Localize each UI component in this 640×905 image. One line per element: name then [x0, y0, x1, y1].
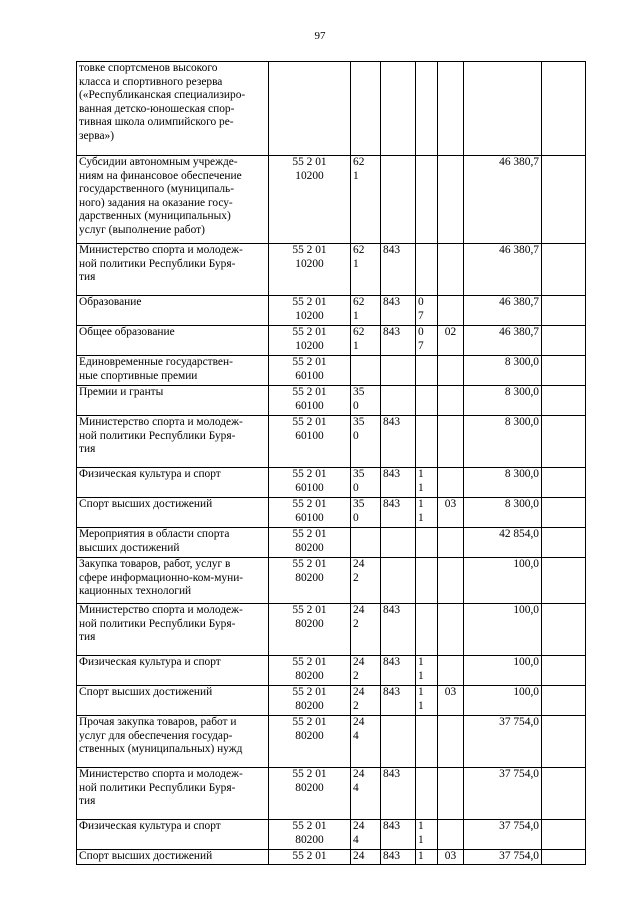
table-row [77, 62, 586, 156]
cell-amount-text: 37 754,0 [499, 768, 539, 780]
cell-target-code [269, 604, 351, 656]
cell-admin-code [381, 356, 416, 386]
cell-target-code-text: 55 2 01 80200 [292, 820, 327, 846]
cell-target-code [269, 850, 351, 865]
cell-admin-code-text: 843 [383, 326, 401, 338]
cell-admin-code [381, 528, 416, 558]
cell-admin-code [381, 604, 416, 656]
cell-section [416, 416, 438, 468]
cell-target-code-text: 55 2 01 60100 [292, 386, 327, 412]
cell-amount-text: 8 300,0 [504, 468, 539, 480]
cell-section-text: 1 [418, 850, 424, 862]
table-row [77, 558, 586, 604]
cell-section [416, 850, 438, 865]
cell-name-text: Образование [79, 296, 142, 308]
cell-section [416, 62, 438, 156]
cell-target-code [269, 386, 351, 416]
table-row [77, 326, 586, 356]
cell-section [416, 356, 438, 386]
cell-target-code [269, 296, 351, 326]
cell-extra [542, 386, 586, 416]
cell-admin-code [381, 468, 416, 498]
cell-amount-text: 8 300,0 [504, 356, 539, 368]
cell-extra [542, 326, 586, 356]
cell-subsection [438, 558, 464, 604]
cell-name-text: Единовременные государствен- ные спортивные премии [79, 356, 233, 382]
cell-subsection [438, 326, 464, 356]
cell-expense-type-text: 24 4 [353, 768, 365, 794]
cell-admin-code [381, 416, 416, 468]
cell-expense-type-text: 24 [353, 850, 365, 862]
table-row [77, 156, 586, 244]
cell-section [416, 768, 438, 820]
cell-extra [542, 686, 586, 716]
table-row [77, 244, 586, 296]
cell-name [77, 244, 269, 296]
cell-expense-type [351, 156, 381, 244]
cell-subsection [438, 686, 464, 716]
cell-section [416, 468, 438, 498]
cell-subsection-text: 03 [444, 498, 457, 510]
cell-subsection [438, 244, 464, 296]
table-row [77, 468, 586, 498]
cell-admin-code-text: 843 [383, 296, 401, 308]
cell-expense-type [351, 820, 381, 850]
cell-expense-type [351, 686, 381, 716]
cell-extra [542, 656, 586, 686]
cell-extra [542, 62, 586, 156]
cell-expense-type [351, 386, 381, 416]
cell-target-code [269, 326, 351, 356]
cell-extra [542, 716, 586, 768]
cell-name [77, 604, 269, 656]
table-body [77, 62, 586, 865]
cell-admin-code-text: 843 [383, 820, 401, 832]
cell-amount [464, 656, 542, 686]
cell-section [416, 558, 438, 604]
cell-target-code-text: 55 2 01 10200 [292, 244, 327, 270]
cell-amount-text: 46 380,7 [499, 156, 539, 168]
cell-amount [464, 686, 542, 716]
cell-target-code [269, 156, 351, 244]
cell-expense-type [351, 558, 381, 604]
table-row [77, 498, 586, 528]
cell-admin-code-text: 843 [383, 656, 401, 668]
cell-subsection [438, 386, 464, 416]
cell-admin-code [381, 656, 416, 686]
cell-amount [464, 386, 542, 416]
table-row [77, 416, 586, 468]
cell-expense-type [351, 326, 381, 356]
cell-subsection [438, 356, 464, 386]
cell-section [416, 498, 438, 528]
cell-amount [464, 326, 542, 356]
cell-amount [464, 558, 542, 604]
cell-extra [542, 416, 586, 468]
cell-target-code-text: 55 2 01 10200 [292, 326, 327, 352]
cell-name-text: Мероприятия в области спорта высших достижений [79, 528, 230, 554]
cell-expense-type-text: 62 1 [353, 244, 365, 270]
cell-subsection [438, 498, 464, 528]
cell-subsection [438, 820, 464, 850]
cell-amount [464, 244, 542, 296]
cell-name [77, 356, 269, 386]
table-row [77, 528, 586, 558]
cell-admin-code [381, 768, 416, 820]
cell-extra [542, 244, 586, 296]
cell-amount-text: 46 380,7 [499, 326, 539, 338]
cell-name [77, 498, 269, 528]
cell-target-code-text: 55 2 01 60100 [292, 498, 327, 524]
cell-subsection [438, 716, 464, 768]
cell-section [416, 716, 438, 768]
cell-section [416, 686, 438, 716]
cell-amount [464, 296, 542, 326]
cell-amount-text: 37 754,0 [499, 820, 539, 832]
cell-extra [542, 768, 586, 820]
cell-expense-type [351, 62, 381, 156]
cell-target-code-text: 55 2 01 10200 [292, 156, 327, 182]
table-row [77, 656, 586, 686]
cell-admin-code [381, 686, 416, 716]
cell-amount [464, 716, 542, 768]
cell-name-text: Физическая культура и спорт [79, 656, 221, 668]
cell-expense-type-text: 62 1 [353, 296, 365, 322]
cell-target-code-text: 55 2 01 80200 [292, 604, 327, 630]
cell-amount-text: 37 754,0 [499, 716, 539, 728]
cell-expense-type [351, 528, 381, 558]
cell-expense-type-text: 35 0 [353, 498, 365, 524]
cell-name-text: Субсидии автономным учрежде- ниям на финансовое обеспечение государственного (муниципаль- ного) задания на оказание госу- дарственных (муниципальных) услуг (выполнение работ) [79, 156, 242, 236]
cell-target-code-text: 55 2 01 80200 [292, 528, 327, 554]
cell-target-code [269, 656, 351, 686]
cell-target-code [269, 468, 351, 498]
cell-name-text: Общее образование [79, 326, 175, 338]
cell-expense-type [351, 656, 381, 686]
cell-amount-text: 42 854,0 [499, 528, 539, 540]
page-number: 97 [314, 30, 326, 42]
table-row [77, 686, 586, 716]
cell-subsection [438, 528, 464, 558]
cell-section-text: 1 1 [418, 656, 424, 682]
cell-name-text: Премии и гранты [79, 386, 164, 398]
cell-name [77, 820, 269, 850]
cell-name [77, 156, 269, 244]
cell-target-code-text: 55 2 01 80200 [292, 686, 327, 712]
cell-admin-code [381, 156, 416, 244]
cell-extra [542, 156, 586, 244]
cell-name [77, 850, 269, 865]
cell-amount-text: 46 380,7 [499, 244, 539, 256]
cell-expense-type-text: 35 0 [353, 416, 365, 442]
cell-expense-type-text: 35 0 [353, 386, 365, 412]
cell-expense-type [351, 468, 381, 498]
cell-expense-type [351, 416, 381, 468]
cell-admin-code [381, 850, 416, 865]
cell-subsection [438, 768, 464, 820]
cell-name-text: Прочая закупка товаров, работ и услуг для обеспечения государ- ственных (муниципальных) нужд [79, 716, 243, 756]
cell-target-code [269, 498, 351, 528]
cell-amount-text: 46 380,7 [499, 296, 539, 308]
cell-amount [464, 62, 542, 156]
cell-name-text: Физическая культура и спорт [79, 468, 221, 480]
cell-section-text: 0 7 [418, 296, 424, 322]
cell-target-code [269, 558, 351, 604]
cell-expense-type [351, 604, 381, 656]
cell-name-text: Спорт высших достижений [79, 498, 213, 510]
cell-section [416, 296, 438, 326]
cell-admin-code [381, 326, 416, 356]
cell-target-code [269, 356, 351, 386]
table-row [77, 768, 586, 820]
cell-expense-type-text: 35 0 [353, 468, 365, 494]
cell-admin-code [381, 820, 416, 850]
cell-expense-type-text: 24 2 [353, 656, 365, 682]
cell-section [416, 528, 438, 558]
cell-subsection [438, 156, 464, 244]
cell-name [77, 326, 269, 356]
cell-section [416, 156, 438, 244]
cell-target-code [269, 768, 351, 820]
cell-name-text: Физическая культура и спорт [79, 820, 221, 832]
cell-name-text: Министерство спорта и молодеж- ной политики Республики Буря- тия [79, 416, 243, 456]
cell-expense-type-text: 62 1 [353, 156, 365, 182]
cell-expense-type [351, 498, 381, 528]
cell-extra [542, 558, 586, 604]
cell-expense-type-text: 24 2 [353, 604, 365, 630]
cell-section [416, 656, 438, 686]
cell-admin-code [381, 558, 416, 604]
cell-section [416, 326, 438, 356]
cell-name-text: товке спортсменов высокого класса и спортивного резерва («Республиканская специализиро- ванная детско-юношеская спор- тивная школа олимпийского ре- зерва») [79, 62, 246, 142]
cell-target-code-text: 55 2 01 80200 [292, 716, 327, 742]
cell-subsection [438, 62, 464, 156]
cell-amount [464, 820, 542, 850]
cell-admin-code-text: 843 [383, 850, 401, 862]
cell-admin-code [381, 62, 416, 156]
cell-admin-code-text: 843 [383, 498, 401, 510]
cell-name [77, 416, 269, 468]
cell-admin-code [381, 296, 416, 326]
cell-amount [464, 604, 542, 656]
cell-subsection [438, 468, 464, 498]
cell-extra [542, 468, 586, 498]
cell-name [77, 686, 269, 716]
cell-name [77, 468, 269, 498]
cell-name [77, 656, 269, 686]
cell-amount-text: 8 300,0 [504, 386, 539, 398]
cell-name-text: Министерство спорта и молодеж- ной политики Республики Буря- тия [79, 604, 243, 644]
cell-target-code-text: 55 2 01 60100 [292, 416, 327, 442]
cell-extra [542, 528, 586, 558]
cell-extra [542, 498, 586, 528]
cell-section [416, 820, 438, 850]
cell-target-code-text: 55 2 01 80200 [292, 768, 327, 794]
cell-target-code-text: 55 2 01 10200 [292, 296, 327, 322]
cell-subsection [438, 296, 464, 326]
cell-extra [542, 604, 586, 656]
cell-amount [464, 768, 542, 820]
cell-subsection-text: 02 [444, 326, 457, 338]
cell-amount-text: 37 754,0 [499, 850, 539, 862]
table-row [77, 820, 586, 850]
table-row [77, 296, 586, 326]
cell-amount [464, 416, 542, 468]
cell-admin-code [381, 498, 416, 528]
cell-subsection-text: 03 [444, 850, 457, 862]
cell-name [77, 768, 269, 820]
cell-expense-type-text: 24 2 [353, 558, 365, 584]
cell-expense-type [351, 356, 381, 386]
cell-admin-code-text: 843 [383, 244, 401, 256]
cell-amount-text: 100,0 [513, 686, 539, 698]
cell-target-code [269, 528, 351, 558]
cell-name-text: Министерство спорта и молодеж- ной политики Республики Буря- тия [79, 244, 243, 284]
cell-amount-text: 8 300,0 [504, 416, 539, 428]
cell-section [416, 386, 438, 416]
cell-extra [542, 820, 586, 850]
cell-name-text: Спорт высших достижений [79, 850, 213, 862]
table-row [77, 716, 586, 768]
cell-amount [464, 850, 542, 865]
cell-name-text: Спорт высших достижений [79, 686, 213, 698]
cell-name [77, 716, 269, 768]
cell-name-text: Министерство спорта и молодеж- ной политики Республики Буря- тия [79, 768, 243, 808]
cell-name [77, 386, 269, 416]
cell-name-text: Закупка товаров, работ, услуг в сфере информационно-ком-муни- кационных технологий [79, 558, 244, 598]
cell-extra [542, 356, 586, 386]
cell-expense-type [351, 768, 381, 820]
cell-name [77, 558, 269, 604]
cell-extra [542, 850, 586, 865]
cell-target-code-text: 55 2 01 60100 [292, 356, 327, 382]
cell-target-code [269, 716, 351, 768]
cell-expense-type [351, 716, 381, 768]
cell-expense-type-text: 62 1 [353, 326, 365, 352]
cell-amount-text: 100,0 [513, 558, 539, 570]
cell-subsection [438, 416, 464, 468]
cell-amount [464, 356, 542, 386]
cell-amount [464, 468, 542, 498]
cell-subsection [438, 604, 464, 656]
cell-section [416, 244, 438, 296]
cell-target-code-text: 55 2 01 80200 [292, 558, 327, 584]
cell-expense-type [351, 850, 381, 865]
cell-target-code-text: 55 2 01 [292, 850, 327, 862]
cell-admin-code-text: 843 [383, 604, 401, 616]
budget-table [76, 61, 586, 865]
cell-section-text: 1 1 [418, 820, 424, 846]
table-row [77, 850, 586, 865]
table-row [77, 604, 586, 656]
cell-name [77, 296, 269, 326]
cell-admin-code [381, 244, 416, 296]
cell-amount-text: 8 300,0 [504, 498, 539, 510]
cell-subsection [438, 850, 464, 865]
cell-extra [542, 296, 586, 326]
cell-section-text: 0 7 [418, 326, 424, 352]
cell-target-code [269, 416, 351, 468]
cell-target-code-text: 55 2 01 60100 [292, 468, 327, 494]
cell-subsection-text: 03 [444, 686, 457, 698]
cell-name [77, 62, 269, 156]
cell-admin-code [381, 716, 416, 768]
cell-expense-type-text: 24 4 [353, 820, 365, 846]
cell-target-code [269, 62, 351, 156]
cell-amount [464, 528, 542, 558]
cell-target-code-text: 55 2 01 80200 [292, 656, 327, 682]
cell-admin-code-text: 843 [383, 416, 401, 428]
cell-target-code [269, 686, 351, 716]
cell-amount [464, 498, 542, 528]
cell-section [416, 604, 438, 656]
cell-section-text: 1 1 [418, 686, 424, 712]
cell-section-text: 1 1 [418, 468, 424, 494]
cell-amount-text: 100,0 [513, 656, 539, 668]
cell-name [77, 528, 269, 558]
cell-admin-code-text: 843 [383, 468, 401, 480]
cell-expense-type [351, 296, 381, 326]
cell-admin-code-text: 843 [383, 768, 401, 780]
table-row [77, 356, 586, 386]
cell-section-text: 1 1 [418, 498, 424, 524]
cell-admin-code [381, 386, 416, 416]
table-row [77, 386, 586, 416]
cell-expense-type-text: 24 4 [353, 716, 365, 742]
cell-amount-text: 100,0 [513, 604, 539, 616]
cell-target-code [269, 244, 351, 296]
cell-admin-code-text: 843 [383, 686, 401, 698]
cell-expense-type-text: 24 2 [353, 686, 365, 712]
cell-target-code [269, 820, 351, 850]
cell-expense-type [351, 244, 381, 296]
cell-amount [464, 156, 542, 244]
cell-subsection [438, 656, 464, 686]
